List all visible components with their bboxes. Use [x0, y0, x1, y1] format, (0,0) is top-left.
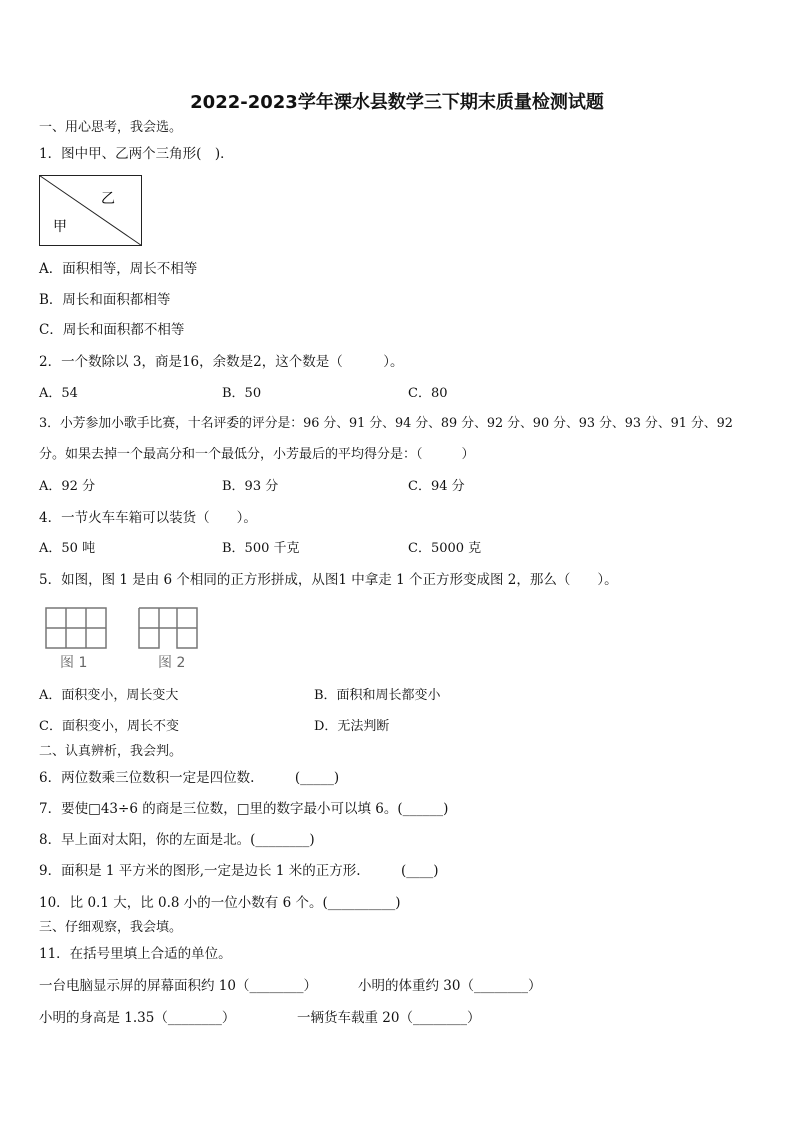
question-10: 10．比 0.1 大，比 0.8 小的一位小数有 6 个。(__________) [39, 895, 401, 911]
question-5-stem: 5．如图，图 1 是由 6 个相同的正方形拼成，从图1 中拿走 1 个正方形变成图 2，那么（ ）。 [39, 572, 618, 588]
question-1-stem: 1．图中甲、乙两个三角形( )． [39, 146, 234, 162]
q3-option-b: B．93 分 [222, 479, 279, 494]
q4-option-b: B．500 千克 [222, 541, 300, 556]
figure-1-label: 图 1 [60, 655, 88, 671]
q11-item-b: 小明的体重约 30（________） [358, 978, 542, 994]
q1-option-c: C．周长和面积都不相等 [39, 322, 185, 338]
squares-figure [40, 604, 200, 674]
question-11-stem: 11．在括号里填上合适的单位。 [39, 946, 232, 962]
q3-option-a: A．92 分 [39, 479, 96, 494]
q3-option-c: C．94 分 [408, 479, 465, 494]
label-yi: 乙 [101, 191, 115, 207]
section-1-heading: 一、用心思考，我会选。 [39, 120, 183, 135]
q2-option-a: A．54 [39, 386, 78, 401]
label-jia: 甲 [53, 219, 67, 235]
q11-item-a: 一台电脑显示屏的屏幕面积约 10（________） [39, 978, 317, 994]
q2-option-b: B．50 [222, 386, 262, 401]
q5-option-b: B．面积和周长都变小 [314, 688, 441, 703]
question-7: 7．要使□43÷6 的商是三位数，□里的数字最小可以填 6。(______) [39, 801, 449, 817]
page-title: 2022-2023学年溧水县数学三下期末质量检测试题 [190, 92, 604, 113]
question-3-line-1: 3．小芳参加小歌手比赛，十名评委的评分是：96 分、91 分、94 分、89 分、92 分、90 分、93 分、93 分、91 分、92 [39, 416, 733, 431]
figure-1-grid [46, 608, 106, 648]
triangle-figure [39, 175, 143, 247]
question-2-stem: 2．一个数除以 3，商是16，余数是2，这个数是（ ）。 [39, 354, 404, 370]
question-6: 6．两位数乘三位数积一定是四位数. (_____) [39, 770, 340, 786]
question-8: 8．早上面对太阳，你的左面是北。(________) [39, 832, 315, 848]
q5-option-d: D．无法判断 [314, 719, 390, 734]
q11-item-d: 一辆货车载重 20（________） [297, 1010, 481, 1026]
section-2-heading: 二、认真辨析，我会判。 [39, 744, 183, 759]
section-3-heading: 三、仔细观察，我会填。 [39, 920, 183, 935]
question-3-line-2: 分。如果去掉一个最高分和一个最低分，小芳最后的平均得分是：（ ） [39, 447, 475, 462]
q5-option-a: A．面积变小，周长变大 [39, 688, 179, 703]
question-4-stem: 4．一节火车车箱可以装货（ ）。 [39, 510, 257, 526]
figure-2-label: 图 2 [158, 655, 186, 671]
q4-option-c: C．5000 克 [408, 541, 482, 556]
q4-option-a: A．50 吨 [39, 541, 96, 556]
q1-option-a: A．面积相等，周长不相等 [39, 261, 198, 277]
q11-item-c: 小明的身高是 1.35（________） [39, 1010, 236, 1026]
diagonal-line [40, 176, 142, 246]
question-9: 9．面积是 1 平方米的图形,一定是边长 1 米的正方形. (____) [39, 863, 439, 879]
figure-2-grid [139, 608, 197, 648]
q1-option-b: B．周长和面积都相等 [39, 292, 171, 308]
q2-option-c: C．80 [408, 386, 448, 401]
q5-option-c: C．面积变小，周长不变 [39, 719, 179, 734]
